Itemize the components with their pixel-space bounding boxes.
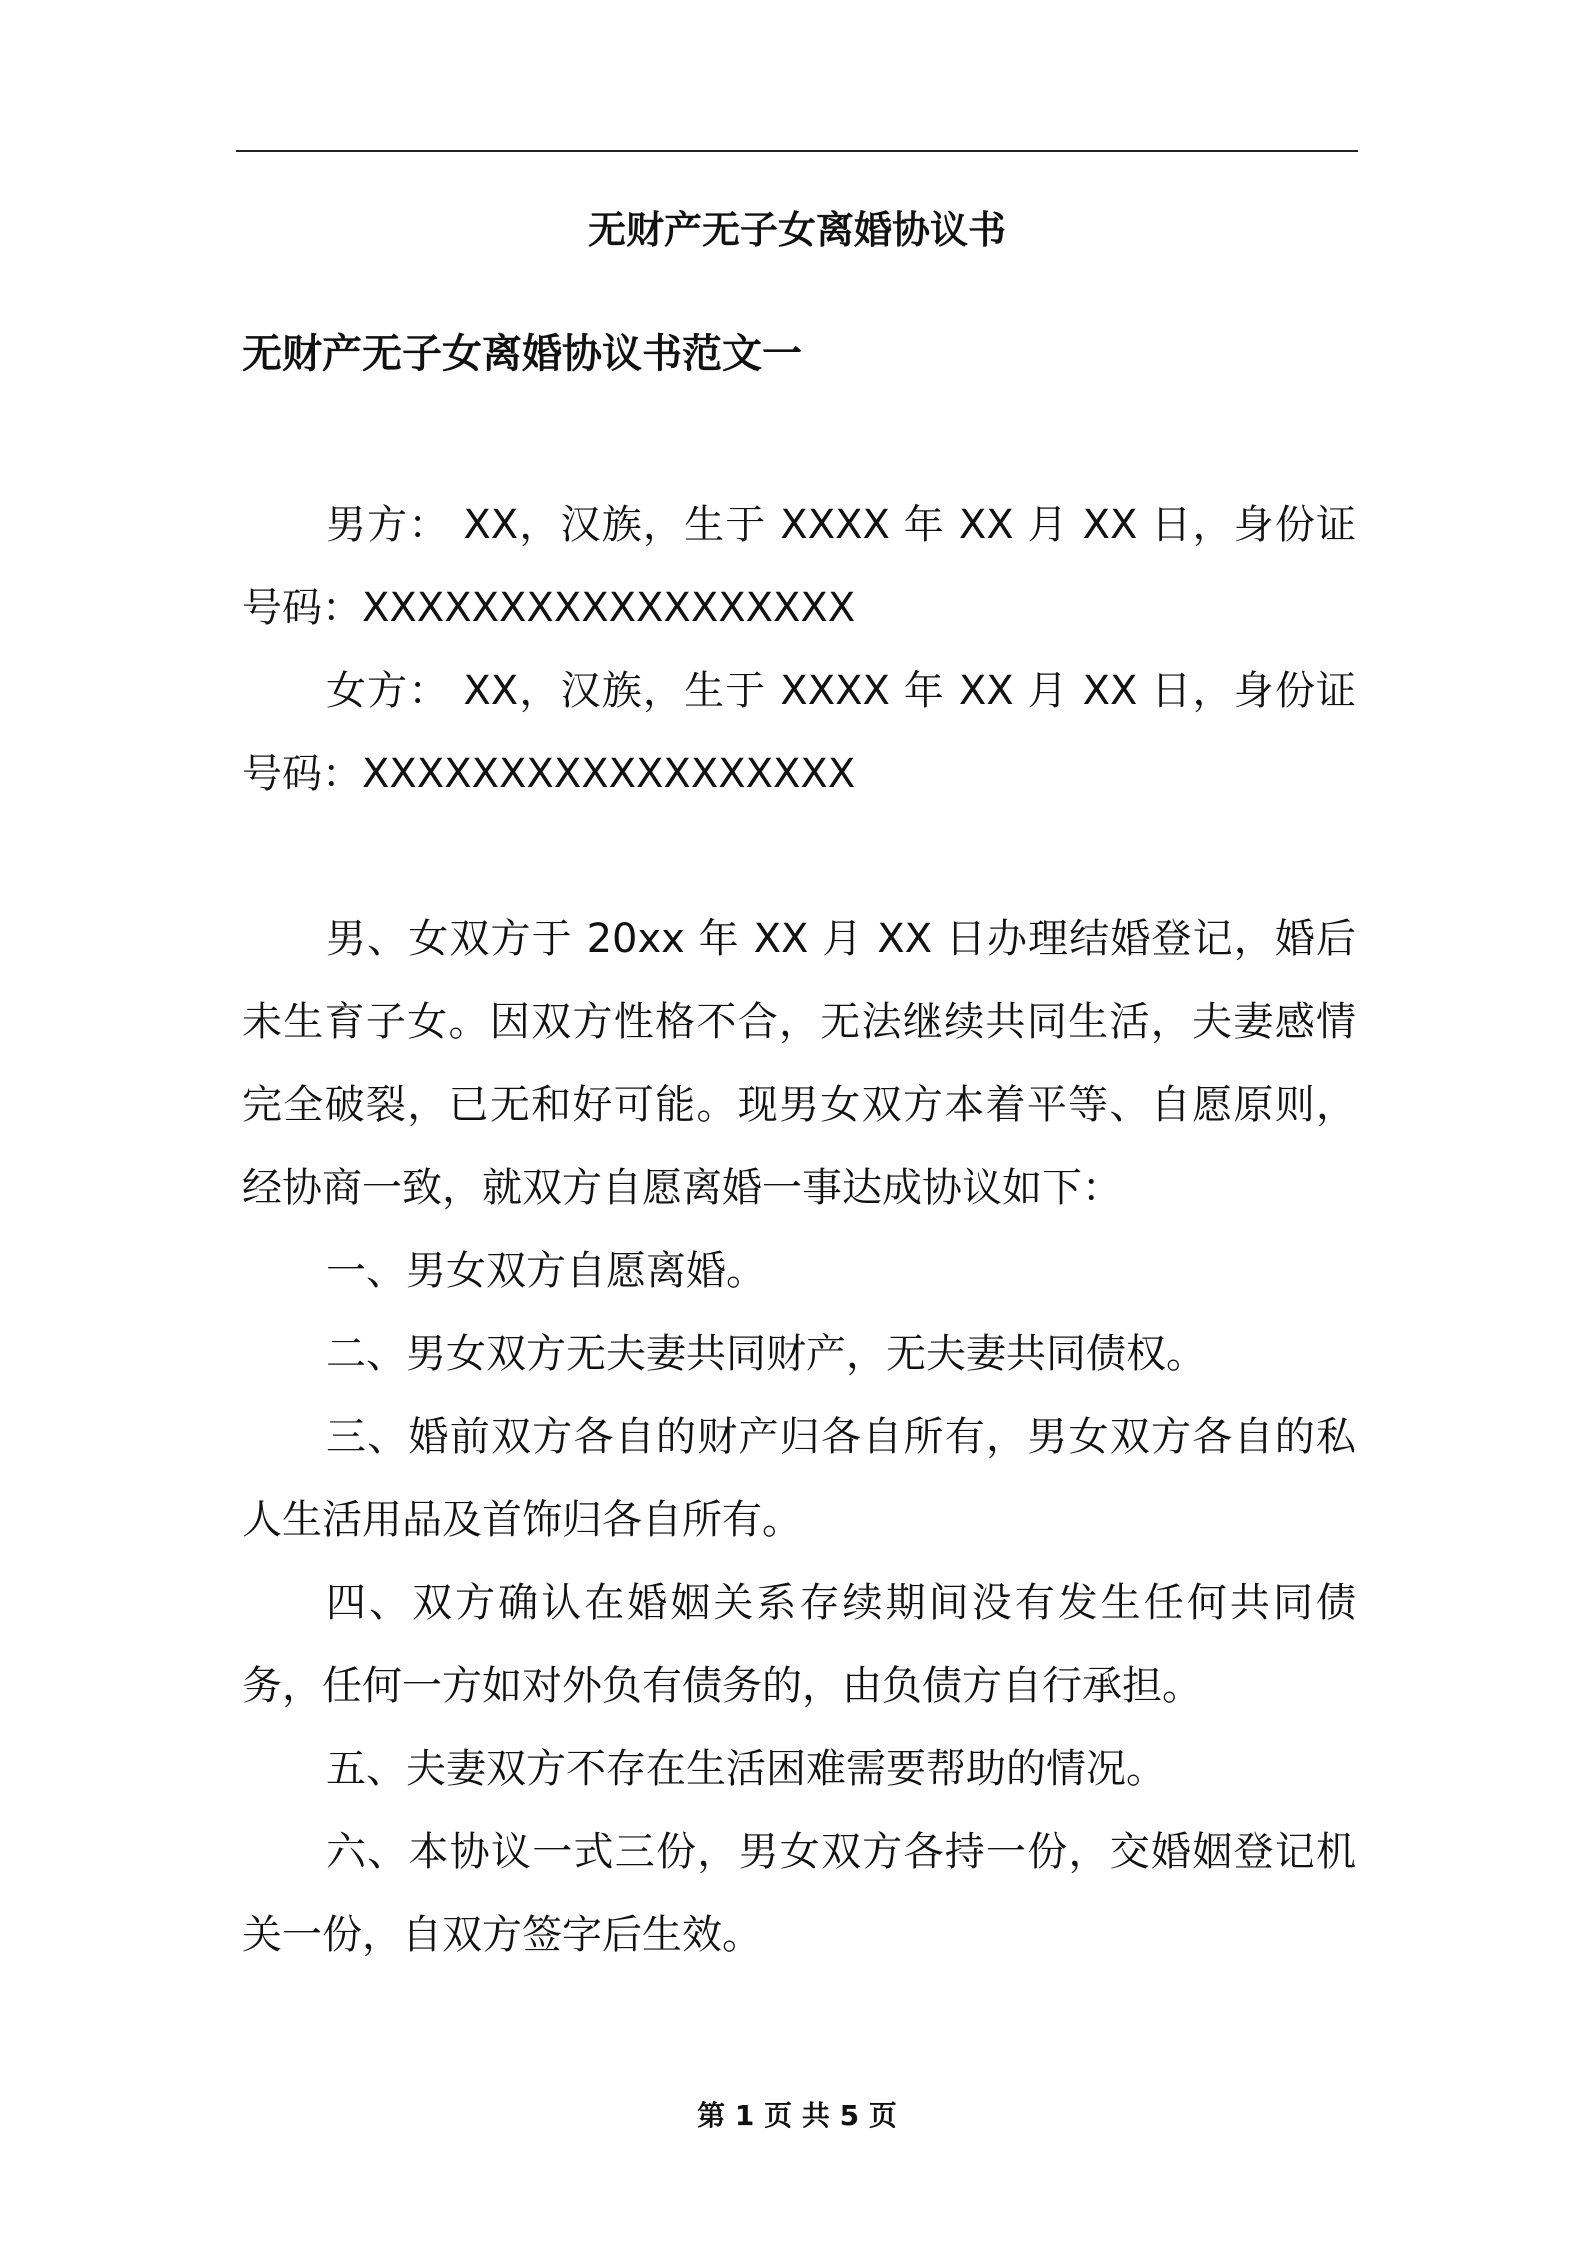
party-male: 男方： XX，汉族，生于 XXXX 年 XX 月 XX 日，身份证号码：XXXXXXXXXXXXXXXXXX — [242, 502, 1356, 631]
clause-1: 一、男女双方自愿离婚。 — [326, 1248, 766, 1294]
header-divider — [236, 150, 1358, 152]
clause-2: 二、男女双方无夫妻共同财产，无夫妻共同债权。 — [326, 1331, 1206, 1377]
intro-paragraph: 男、女双方于 20xx 年 XX 月 XX 日办理结婚登记，婚后未生育子女。因双方性格不合，无法继续共同生活，夫妻感情完全破裂，已无和好可能。现男女双方本着平等、自愿原则，经协商一致，就双方自愿离婚一事达成协议如下： — [242, 916, 1356, 1211]
document-title: 无财产无子女离婚协议书 — [587, 208, 1006, 252]
agreement-body — [242, 898, 1356, 1977]
page-number: 第 1 页 共 5 页 — [697, 2099, 897, 2132]
parties-block — [242, 484, 1356, 816]
clause-3: 三、婚前双方各自的财产归各自所有，男女双方各自的私人生活用品及首饰归各自所有。 — [242, 1414, 1356, 1543]
clause-4: 四、双方确认在婚姻关系存续期间没有发生任何共同债务，任何一方如对外负有债务的，由负债方自行承担。 — [242, 1580, 1356, 1709]
clause-6: 六、本协议一式三份，男女双方各持一份，交婚姻登记机关一份，自双方签字后生效。 — [242, 1829, 1356, 1958]
clause-5: 五、夫妻双方不存在生活困难需要帮助的情况。 — [326, 1746, 1166, 1792]
section-heading: 无财产无子女离婚协议书范文一 — [242, 331, 802, 377]
party-female: 女方： XX，汉族，生于 XXXX 年 XX 月 XX 日，身份证号码：XXXXXXXXXXXXXXXXXX — [242, 668, 1356, 797]
